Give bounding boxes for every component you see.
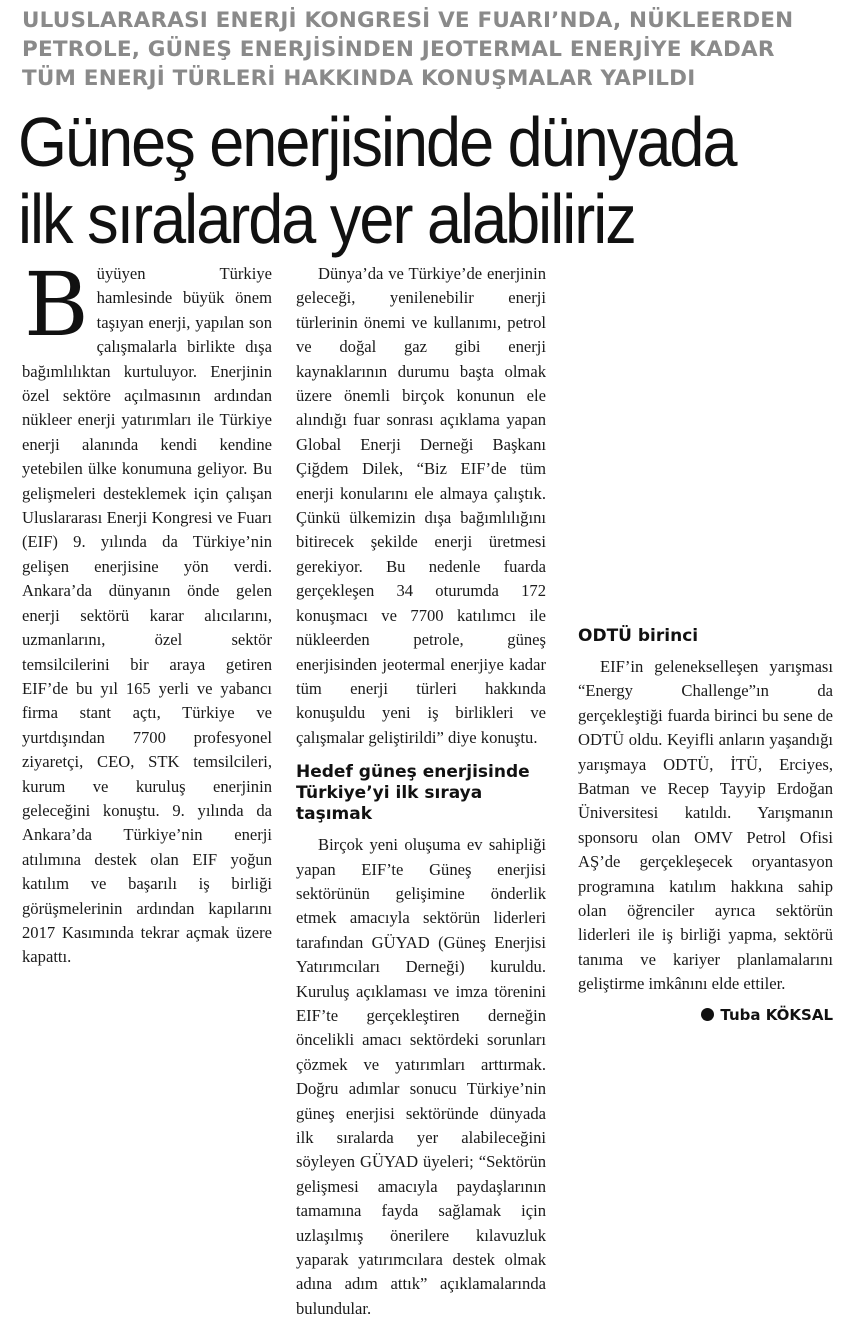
paragraph-text: üyüyen Türkiye hamlesinde büyük önem taşıyan enerji, yapılan son çalışmalarla birlikte dışa bağımlılıktan kurtuluyor. Enerjinin özel sektöre açılmasının ardından nükleer enerji yatırımları ile Türkiye enerji alanında kendi kendine yetebilen ülke konumuna geliyor. Bu gelişmeleri desteklemek için çalışan Uluslararası Enerji Kongresi ve Fuarı (EIF) 9. yılında da Türkiye’nin gelişen enerjisine yön verdi. Ankara’da dünyanın önde gelen enerji sektörü karar alıcılarını, uzmanlarını, özel sektör temsilcilerini bir araya getiren EIF’de bu yıl 165 yerli ve yabancı firma stant açtı, Türkiye ve yurtdışından 7700 profesyonel ziyaretçi, CEO, STK temsilcileri, kurum ve kuruluş enerjinin geleceğini konuştu. 9. yılında da Ankara’da Türkiye’nin enerji atılımına destek olan EIF yoğun katılım ve başarılı iş birliği görüşmelerinin ardından kapılarını 2017 Kasımında tekrar açmak üzere kapattı. <box>22 264 272 967</box>
author-name: Tuba KÖKSAL <box>720 1005 833 1024</box>
column-2 <box>296 262 546 1321</box>
headline-line: Güneş enerjisinde dünyada <box>18 103 736 181</box>
paragraph: Birçok yeni oluşuma ev sahipliği yapan EIF’te Güneş enerjisi sektörünün gelişimine önderlik etmek amacıyla sektörün liderleri tarafından GÜYAD (Güneş Enerjisi Yatırımcıları Derneği) kuruldu. Kuruluş açıklaması ve imza törenini EIF’te gerçekleştiren derneğin öncelikli amacı sektördeki sorunları çözmek ve yatırımları arttırmak. Doğru adımlar sonucu Türkiye’nin güneş enerjisi sektöründe dünyada ilk sıralarda yer alabileceğini söyleyen GÜYAD üyeleri; “Sektörün gelişmesi amacıyla paydaşlarının tamamına fayda sağlamak için uzlaşılmış önerilere kılavuzluk yaparak yatırımcılara destek olmak adına adım attık” açıklamalarında bulundular. <box>296 835 546 1318</box>
byline <box>578 1003 833 1027</box>
subheading: Hedef güneş enerjisinde Türkiye’yi ilk sıraya taşımak <box>296 762 530 825</box>
kicker-line: TÜM ENERJİ TÜRLERİ HAKKINDA KONUŞMALAR YAPILDI <box>22 66 696 91</box>
column-1 <box>22 253 272 970</box>
kicker-line: ULUSLARARASI ENERJİ KONGRESİ VE FUARI’NDA, NÜKLEERDEN <box>22 8 794 33</box>
column-3 <box>578 264 833 1027</box>
paragraph: Dünya’da ve Türkiye’de enerjinin geleceği, yenilenebilir enerji türlerinin önemi ve kullanımı, petrol ve doğal gaz gibi enerji kaynaklarının durumu başta olmak üzere önemli birçok konunun ele alındığı fuar sonrası açıklama yapan Global Enerji Derneği Başkanı Çiğdem Dilek, “Biz EIF’de tüm enerji konularını ele almaya çalıştık. Çünkü ülkemizin dışa bağımlılığını bitirecek şekilde enerji üretmesi gerekiyor. Bu nedenle fuarda gerçekleşen 34 oturumda 172 konuşmacı ve 7700 katılımcı ile nükleerden petrole, güneş enerjisinden jeotermal enerjiye kadar tüm enerji türleri hakkında konuşuldu yeni iş birlikleri ve çalışmalar geliştirildi” diye konuştu. <box>296 264 546 747</box>
headline-line: ilk sıralarda yer alabiliriz <box>18 180 635 258</box>
kicker-line: PETROLE, GÜNEŞ ENERJİSİNDEN JEOTERMAL ENERJİYE KADAR <box>22 37 775 62</box>
subheading: ODTÜ birinci <box>578 626 699 646</box>
paragraph: EIF’in gelenekselleşen yarışması “Energy Challenge”ın da gerçekleştiği fuarda birinci bu sene de ODTÜ oldu. Keyifli anların yaşandığı yarışmaya ODTÜ, İTÜ, Erciyes, Batman ve Recep Tayyip Erdoğan Üniversitesi katıldı. Yarışmanın sponsoru olan OMV Petrol Ofisi AŞ’de gerçekleşecek oryantasyon programına katılım hakkına sahip olan öğrenciler ayrıca sektörün liderleri ile iş birliği yapma, sektörü tanıma ve kariyer planlamalarını geliştirme imkânını elde ettiler. <box>578 657 833 994</box>
paragraph-intro <box>22 253 272 970</box>
drop-cap: B <box>24 253 89 356</box>
bullet-icon <box>701 1008 714 1021</box>
headline <box>18 104 765 258</box>
kicker <box>22 6 842 93</box>
